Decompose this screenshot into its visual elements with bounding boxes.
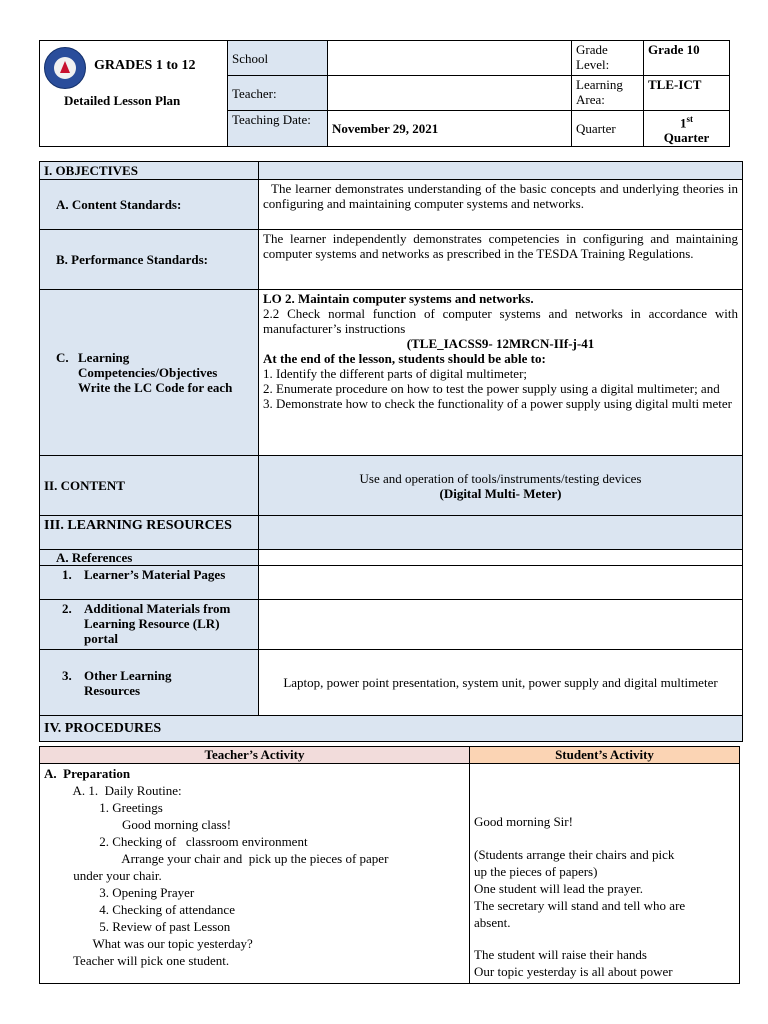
- teaching-date-value: November 29, 2021: [328, 111, 572, 147]
- performance-standards-label: B. Performance Standards:: [40, 230, 259, 290]
- teacher-line-4: 2. Checking of classroom environment: [44, 834, 308, 849]
- learners-material-label: [40, 566, 259, 600]
- additional-materials-text: Additional Materials from Learning Resource (LR) portal: [84, 601, 231, 646]
- header-table: [39, 40, 730, 147]
- grade-level-label: Grade Level:: [572, 41, 644, 76]
- student-line-10: [474, 931, 735, 946]
- objectives-heading: I. OBJECTIVES: [40, 162, 259, 180]
- teacher-line-3: Good morning class!: [44, 817, 232, 832]
- student-line-8: The secretary will stand and tell who are: [474, 898, 686, 913]
- content-line-2: (Digital Multi- Meter): [439, 485, 562, 501]
- references-label: A. References: [40, 550, 259, 566]
- header-logo-cell: [40, 41, 228, 147]
- objective-2: 2. Enumerate procedure on how to test the power supply using a digital multimeter; and: [263, 381, 720, 396]
- lo-title: LO 2. Maintain computer systems and networks.: [263, 291, 534, 306]
- student-line-5: (Students arrange their chairs and pick: [474, 847, 675, 862]
- school-label: School: [228, 41, 328, 76]
- teacher-line-6: under your chair.: [44, 868, 162, 883]
- teacher-label: Teacher:: [228, 76, 328, 111]
- other-resources-index: 3.: [62, 667, 72, 683]
- student-activity-cell: [470, 764, 740, 984]
- procedures-heading: IV. PROCEDURES: [40, 716, 743, 742]
- student-line-3: Good morning Sir!: [474, 814, 573, 829]
- other-resources-value: Laptop, power point presentation, system unit, power supply and digital multimeter: [259, 650, 743, 716]
- teaching-date-label: Teaching Date:: [228, 111, 328, 147]
- teacher-line-1: A. 1. Daily Routine:: [44, 783, 182, 798]
- quarter-number: 1: [680, 115, 687, 131]
- objective-1: 1. Identify the different parts of digital multimeter;: [263, 366, 528, 381]
- teacher-value: [328, 76, 572, 111]
- quarter-suffix: st: [686, 114, 693, 124]
- objectives-heading-filler: [259, 162, 743, 180]
- grades-title: GRADES 1 to 12: [94, 58, 196, 73]
- content-heading: II. CONTENT: [40, 456, 259, 516]
- learning-resources-filler: [259, 516, 743, 550]
- student-activity-heading: Student’s Activity: [470, 747, 740, 764]
- objective-3: 3. Demonstrate how to check the functionality of a power supply using digital multi meter: [263, 396, 732, 411]
- grade-level-value: Grade 10: [644, 41, 730, 76]
- student-line-11: The student will raise their hands: [474, 947, 647, 962]
- content-line-1: Use and operation of tools/instruments/testing devices: [359, 470, 642, 486]
- student-line-1: [474, 782, 735, 799]
- other-resources-text: Other Learning Resources: [84, 667, 172, 698]
- content-text: [259, 456, 743, 516]
- lo-sub: 2.2 Check normal function of computer systems and networks in accordance with manufacturer’s instructions: [263, 306, 738, 336]
- other-resources-label: [40, 650, 259, 716]
- content-standards-label: A. Content Standards:: [40, 180, 259, 230]
- dlp-title: Detailed Lesson Plan: [64, 93, 181, 108]
- content-standards-text: The learner demonstrates understanding of the basic concepts and underlying theories in configuring and maintaining computer systems and networks.: [259, 180, 743, 230]
- teacher-line-7: 3. Opening Prayer: [44, 885, 195, 900]
- student-line-9: absent.: [474, 915, 511, 930]
- student-line-12: Our topic yesterday is all about power: [474, 964, 673, 979]
- teacher-line-0: A. Preparation: [44, 766, 131, 781]
- learning-competencies-label: [40, 290, 259, 456]
- teacher-line-10: What was our topic yesterday?: [44, 936, 253, 951]
- learners-material-index: 1.: [62, 567, 72, 582]
- teacher-line-9: 5. Review of past Lesson: [44, 919, 231, 934]
- procedures-table: [39, 746, 740, 984]
- teacher-line-8: 4. Checking of attendance: [44, 902, 235, 917]
- learning-competencies-index: C.: [56, 350, 69, 365]
- student-line-0: [474, 765, 735, 782]
- objectives-table: [39, 161, 743, 742]
- learners-material-text: Learner’s Material Pages: [84, 567, 226, 582]
- quarter-label: Quarter: [572, 111, 644, 147]
- learning-competencies-text: Learning Competencies/Objectives Write the LC Code for each: [78, 350, 233, 395]
- learners-material-value: [259, 566, 743, 600]
- teacher-activity-cell: [40, 764, 470, 984]
- deped-seal-icon: [44, 47, 86, 89]
- lesson-end-intro: At the end of the lesson, students should be able to:: [263, 351, 546, 366]
- additional-materials-index: 2.: [62, 601, 72, 616]
- teacher-line-5: Arrange your chair and pick up the pieces of paper: [44, 851, 389, 866]
- performance-standards-text: The learner independently demonstrates competencies in configuring and maintaining computer systems and networks as prescribed in the TESDA Training Regulations.: [259, 230, 743, 290]
- student-line-7: One student will lead the prayer.: [474, 881, 643, 896]
- student-line-2: [474, 799, 735, 813]
- learning-competencies-content: [259, 290, 743, 456]
- quarter-value: [644, 111, 730, 147]
- learning-area-value: TLE-ICT: [644, 76, 730, 111]
- additional-materials-value: [259, 600, 743, 650]
- student-line-4: [474, 830, 735, 846]
- additional-materials-label: [40, 600, 259, 650]
- quarter-word: Quarter: [663, 130, 710, 146]
- teacher-line-2: 1. Greetings: [44, 800, 163, 815]
- teacher-activity-heading: Teacher’s Activity: [40, 747, 470, 764]
- student-line-6: up the pieces of papers): [474, 864, 598, 879]
- teacher-line-11: Teacher will pick one student.: [44, 953, 230, 968]
- school-value: [328, 41, 572, 76]
- learning-area-label: Learning Area:: [572, 76, 644, 111]
- learning-resources-heading: III. LEARNING RESOURCES: [40, 516, 259, 550]
- lc-code: (TLE_IACSS9- 12MRCN-IIf-j-41: [406, 336, 595, 351]
- references-value: [259, 550, 743, 566]
